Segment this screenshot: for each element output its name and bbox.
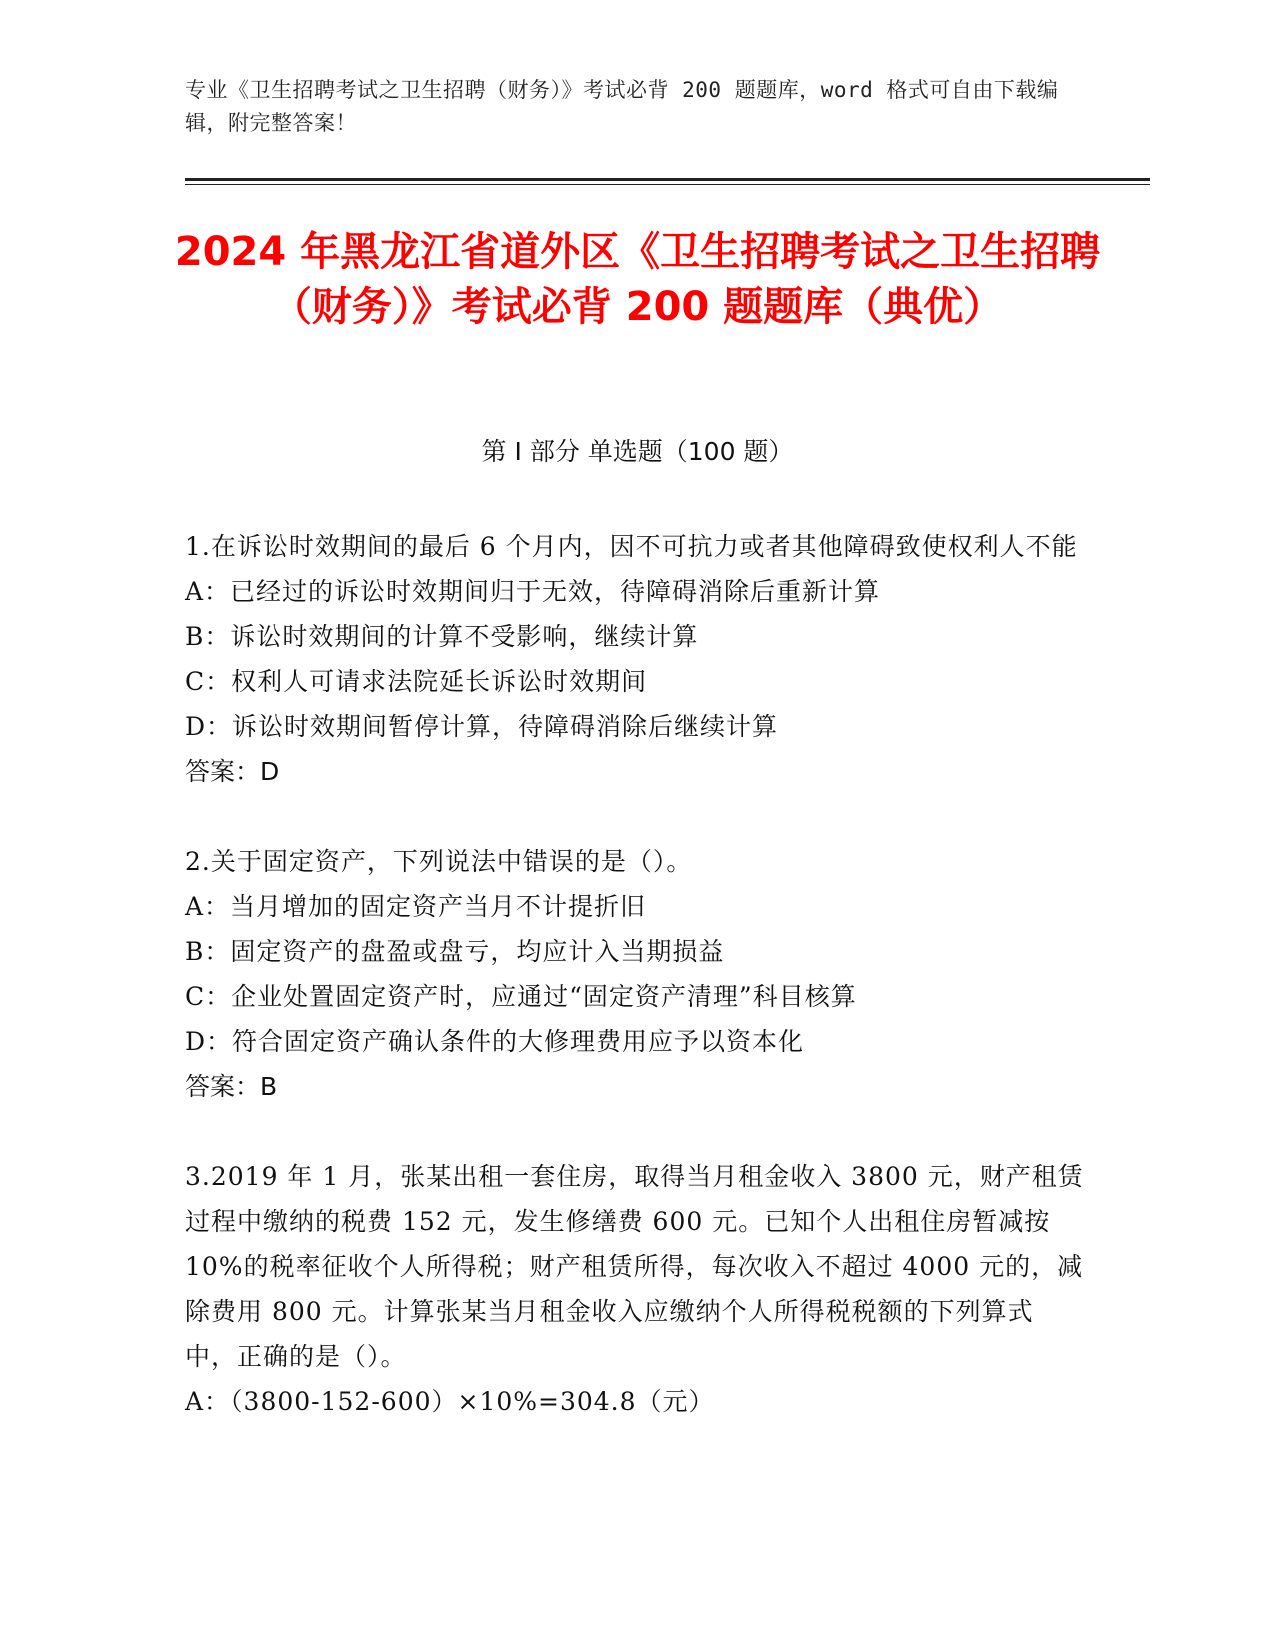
option-d: D：诉讼时效期间暂停计算，待障碍消除后继续计算 bbox=[185, 712, 779, 741]
spacer bbox=[185, 1109, 1085, 1154]
header-rule-thin bbox=[185, 184, 1150, 185]
answer: 答案：D bbox=[185, 757, 280, 786]
header-note: 专业《卫生招聘考试之卫生招聘（财务）》考试必背 200 题题库，word 格式可自由下载编辑，附完整答案！ bbox=[185, 78, 1059, 135]
question-list bbox=[185, 524, 1085, 1424]
option-a: A：当月增加的固定资产当月不计提折旧 bbox=[185, 892, 647, 921]
option-a: A：已经过的诉讼时效期间归于无效，待障碍消除后重新计算 bbox=[185, 577, 881, 606]
option-a: A：（3800-152-600）×10%=304.8（元） bbox=[185, 1387, 715, 1416]
question-text: 2.关于固定资产，下列说法中错误的是（）。 bbox=[185, 847, 693, 876]
spacer bbox=[185, 794, 1085, 839]
answer: 答案：B bbox=[185, 1072, 278, 1101]
question-2 bbox=[185, 839, 1085, 1109]
header-rule-thick bbox=[185, 178, 1150, 181]
question-3 bbox=[185, 1154, 1085, 1424]
option-b: B：固定资产的盘盈或盘亏，均应计入当期损益 bbox=[185, 937, 725, 966]
section-title: 第 I 部分 单选题（100 题） bbox=[481, 437, 794, 466]
option-c: C：企业处置固定资产时，应通过“固定资产清理”科目核算 bbox=[185, 982, 857, 1011]
question-text: 3.2019 年 1 月，张某出租一套住房，取得当月租金收入 3800 元，财产租赁过程中缴纳的税费 152 元，发生修缮费 600 元。已知个人出租住房暂减按 10%的税率征收个人所得税；财产租赁所得，每次收入不超过 4000 元的，减除费用 800 元。计算张某当月租金收入应缴纳个人所得税税额的下列算式中，正确的是（）。 bbox=[185, 1162, 1084, 1371]
question-1 bbox=[185, 524, 1085, 794]
option-c: C：权利人可请求法院延长诉讼时效期间 bbox=[185, 667, 648, 696]
document-title: 2024 年黑龙江省道外区《卫生招聘考试之卫生招聘（财务）》考试必背 200 题题库（典优） bbox=[174, 229, 1101, 330]
question-text: 1.在诉讼时效期间的最后 6 个月内，因不可抗力或者其他障碍致使权利人不能 bbox=[185, 532, 1078, 561]
option-b: B：诉讼时效期间的计算不受影响，继续计算 bbox=[185, 622, 699, 651]
option-d: D：符合固定资产确认条件的大修理费用应予以资本化 bbox=[185, 1027, 805, 1056]
